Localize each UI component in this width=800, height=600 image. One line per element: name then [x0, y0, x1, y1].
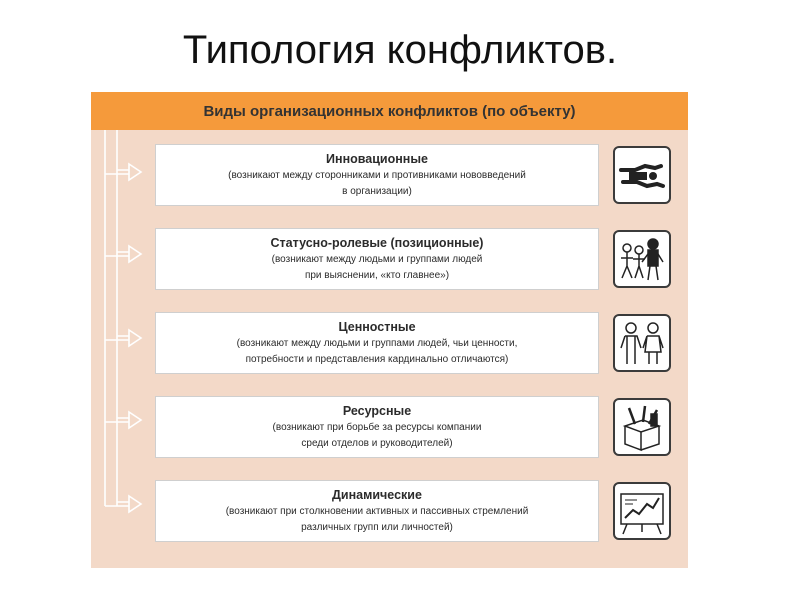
conflict-type-values: [155, 312, 599, 374]
conflict-type-title: Ресурсные: [342, 404, 412, 418]
connector-arrow: [105, 330, 141, 346]
conflict-type-title: Статусно-ролевые (позиционные): [270, 236, 484, 250]
conflict-type-description: (возникают при столкновении активных и пассивных стремлений различных групп или личностей): [225, 506, 529, 533]
conflict-type-status-role: [155, 228, 599, 290]
conflict-types-panel: [91, 92, 688, 568]
connector-arrow: [105, 412, 141, 428]
connector-arrow: [105, 496, 141, 512]
conflict-type-title: Инновационные: [326, 152, 428, 166]
resource-box-icon: [613, 398, 671, 456]
people-group-icon: [613, 230, 671, 288]
conflict-type-innovation: [155, 144, 599, 206]
connector-arrow: [105, 164, 141, 180]
conflict-type-title: Динамические: [332, 488, 422, 502]
conflict-type-description: (возникают между людьми и группами людей при выяснении, «кто главнее»): [271, 254, 483, 281]
chart-board-icon: [613, 482, 671, 540]
handshake-icon: [613, 146, 671, 204]
panel-header: Виды организационных конфликтов (по объекту): [91, 92, 688, 130]
conflict-type-dynamic: [155, 480, 599, 542]
conflict-type-resource: [155, 396, 599, 458]
conflict-type-title: Ценностные: [338, 320, 416, 334]
conflict-type-description: (возникают между сторонниками и противниками нововведений в организации): [228, 170, 526, 197]
conflict-type-description: (возникают между людьми и группами людей, чьи ценности, потребности и представления кардинально отличаются): [236, 338, 518, 365]
two-people-icon: [613, 314, 671, 372]
conflict-type-description: (возникают при борьбе за ресурсы компании среди отделов и руководителей): [272, 422, 482, 449]
connector-arrow: [105, 246, 141, 262]
slide-title: Типология конфликтов.: [182, 28, 618, 72]
